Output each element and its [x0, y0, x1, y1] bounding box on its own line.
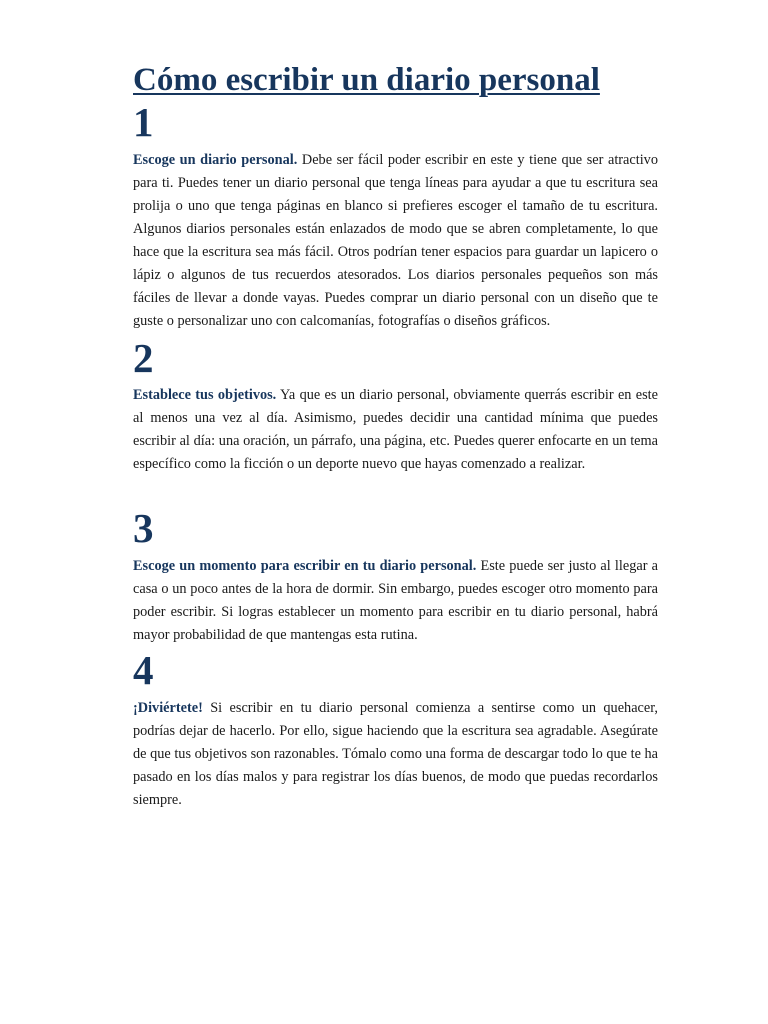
step-paragraph: [133, 384, 658, 476]
page-title: Cómo escribir un diario personal: [133, 62, 600, 98]
step-section: [133, 336, 658, 476]
document-page: [133, 60, 658, 812]
step-number: 4: [133, 647, 154, 693]
step-body: Este puede ser justo al llegar a casa o un poco antes de la hora de dormir. Sin embargo, puedes escoger otro momento para poder escribir. Si logras establecer un momento para escribir en tu diario personal, habrá mayor probabilidad de que mantengas esta rutina.: [133, 558, 658, 643]
step-number: 2: [133, 335, 154, 381]
step-lead: Escoge un diario personal.: [133, 152, 298, 168]
step-section: [133, 648, 658, 812]
step-paragraph: [133, 555, 658, 647]
step-lead: Establece tus objetivos.: [133, 387, 277, 403]
step-paragraph: [133, 149, 658, 333]
step-lead: ¡Diviértete!: [133, 700, 203, 716]
step-body: Ya que es un diario personal, obviamente querrás escribir en este al menos una vez al día. Asimismo, puedes decidir una cantidad mínima que puedes escribir al día: una oración, un párrafo, una página, etc. Puedes querer enfocarte en un tema específico como la ficción o un deporte nuevo que hayas comenzado a realizar.: [133, 387, 658, 472]
step-number: 3: [133, 505, 154, 551]
step-section: [133, 100, 658, 333]
step-number: 1: [133, 99, 154, 145]
step-body: Si escribir en tu diario personal comienza a sentirse como un quehacer, podrías dejar de hacerlo. Por ello, sigue haciendo que la escritura sea agradable. Asegúrate de que tus objetivos son razonables. Tómalo como una forma de descargar todo lo que te ha pasado en los días malos y para registrar los días buenos, de modo que puedas recordarlos siempre.: [133, 700, 658, 808]
step-body: Debe ser fácil poder escribir en este y tiene que ser atractivo para ti. Puedes tener un diario personal que tenga líneas para ayudar a que tu escritura sea prolija o uno que tenga páginas en blanco si prefieres escoger el tamaño de tu escritura. Algunos diarios personales están enlazados de modo que se abren completamente, lo que hace que la escritura sea más fácil. Otros podrían tener espacios para guardar un lapicero o lápiz o algunos de tus recuerdos atesorados. Los diarios personales pequeños son más fáciles de llevar a donde vayas. Puedes comprar un diario personal con un diseño que te guste o personalizar uno con calcomanías, fotografías o diseños gráficos.: [133, 152, 658, 329]
step-section: [133, 506, 658, 647]
step-lead: Escoge un momento para escribir en tu diario personal.: [133, 558, 477, 574]
step-paragraph: [133, 697, 658, 812]
